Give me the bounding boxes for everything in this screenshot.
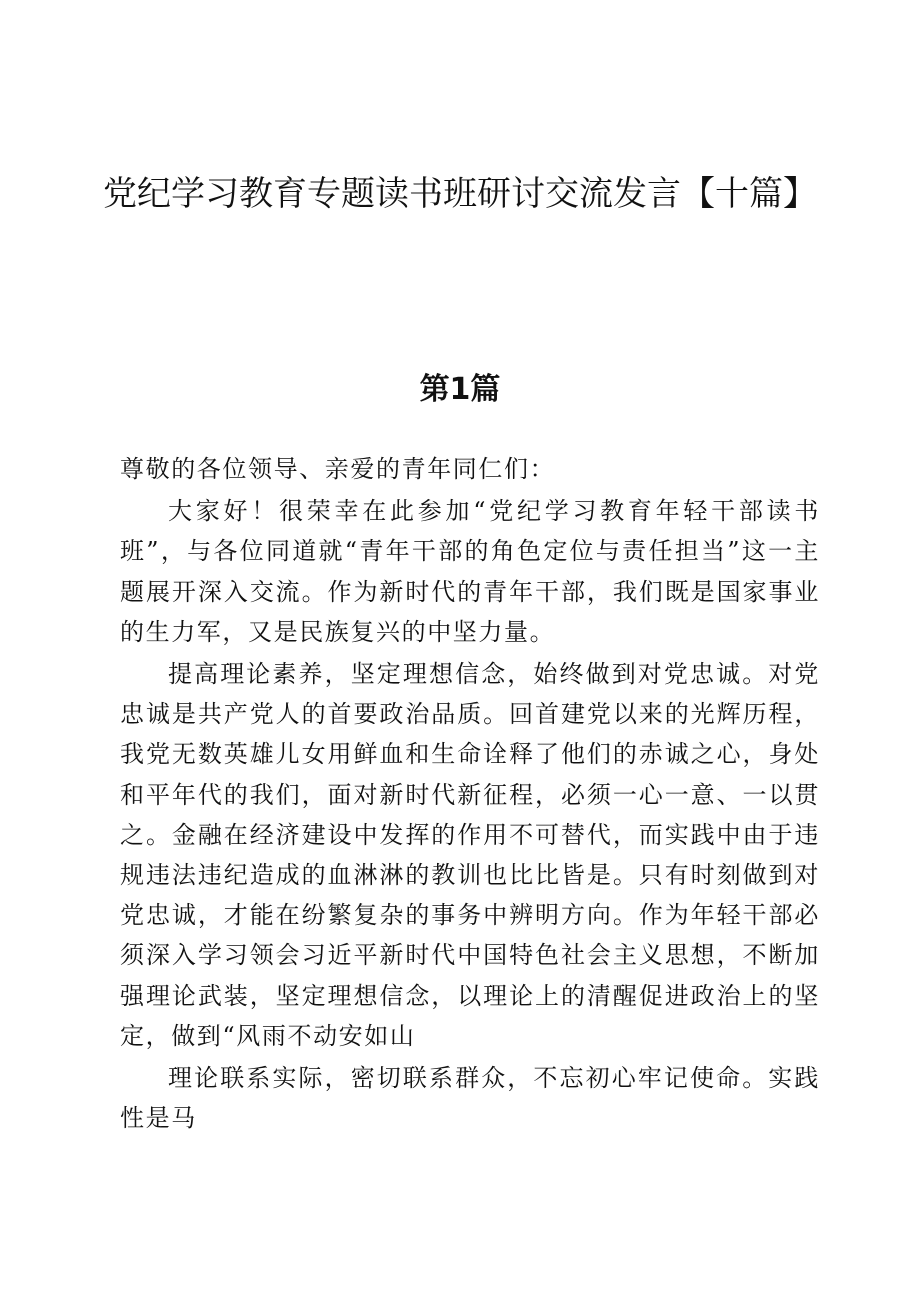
section-heading: 第1篇 xyxy=(419,372,501,407)
salutation: 尊敬的各位领导、亲爱的青年同仁们： xyxy=(120,455,556,483)
document-body xyxy=(120,449,820,1138)
paragraph-opening: 大家好！很荣幸在此参加“党纪学习教育年轻干部读书班”，与各位同道就“青年干部的角色定位与责任担当”这一主题展开深入交流。作为新时代的青年干部，我们既是国家事业的生力军，又是民族复兴的中坚力量。 xyxy=(120,497,820,646)
paragraph-practice: 理论联系实际，密切联系群众，不忘初心牢记使命。实践性是马 xyxy=(120,1064,820,1133)
paragraph-loyalty: 提高理论素养，坚定理想信念，始终做到对党忠诚。对党忠诚是共产党人的首要政治品质。回首建党以来的光辉历程，我党无数英雄儿女用鲜血和生命诠释了他们的赤诚之心，身处和平年代的我们，面对新时代新征程，必须一心一意、一以贯之。金融在经济建设中发挥的作用不可替代，而实践中由于违规违法违纪造成的血淋淋的教训也比比皆是。只有时刻做到对党忠诚，才能在纷繁复杂的事务中辨明方向。作为年轻干部必须深入学习领会习近平新时代中国特色社会主义思想，不断加强理论武装，坚定理想信念，以理论上的清醒促进政治上的坚定，做到“风雨不动安如山 xyxy=(120,660,820,1050)
document-title: 党纪学习教育专题读书班研讨交流发言【十篇】 xyxy=(103,174,817,214)
